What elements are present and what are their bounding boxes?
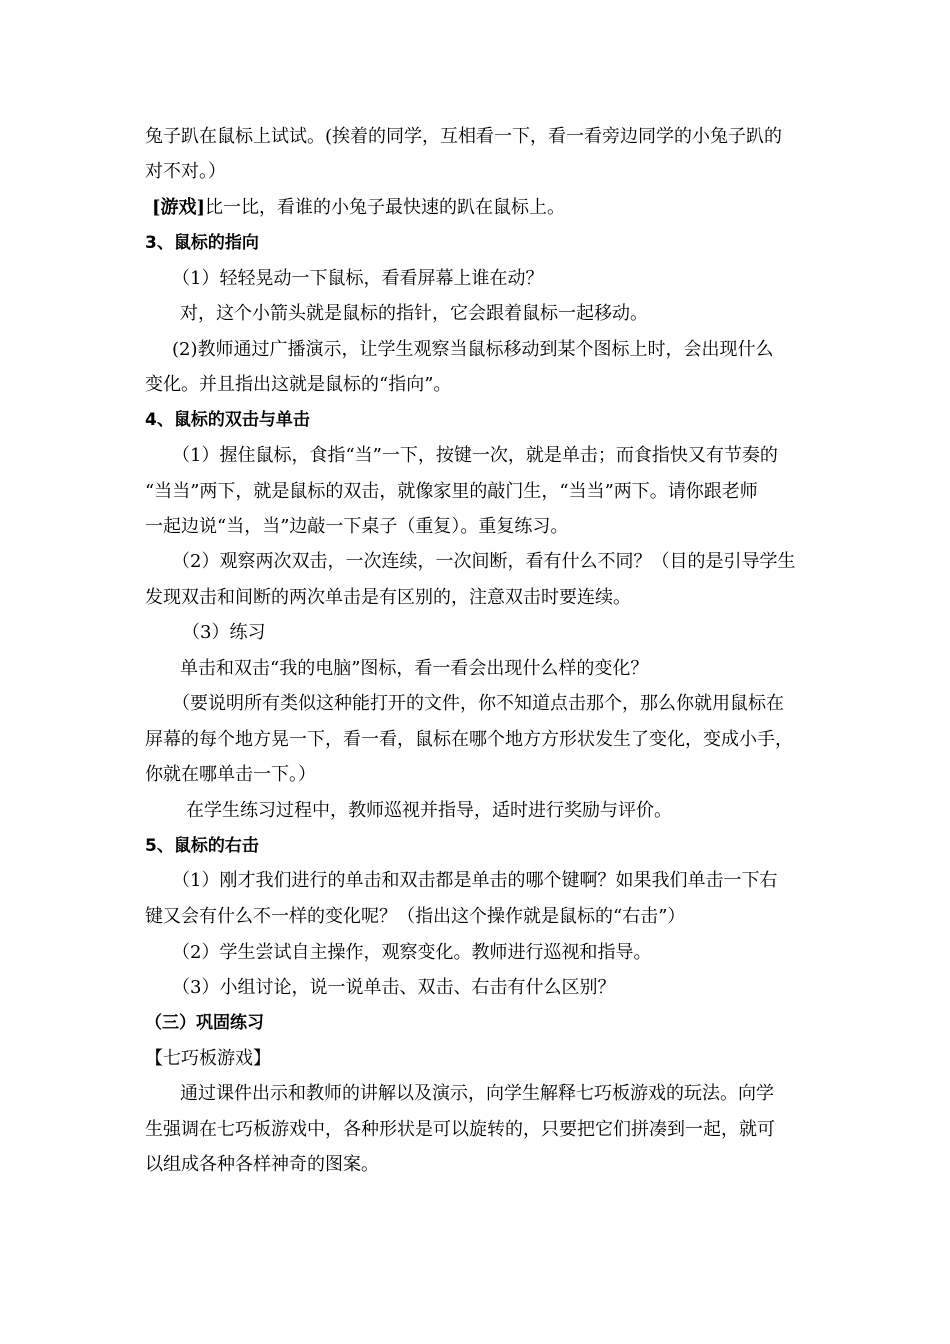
body-line: 一起边说“当，当”边敲一下桌子（重复）。重复练习。 (145, 516, 569, 537)
game-line (152, 196, 565, 220)
body-line: （3）小组讨论，说一说单击、双击、右击有什么区别？ (172, 977, 616, 998)
body-line: 屏幕的每个地方晃一下，看一看，鼠标在哪个地方方形状发生了变化，变成小手， (145, 729, 793, 750)
body-line: （2）观察两次双击，一次连续，一次间断，看有什么不同？（目的是引导学生 (172, 551, 796, 572)
body-line: （1）轻轻晃动一下鼠标，看看屏幕上谁在动？ (172, 268, 544, 289)
body-line: （1）刚才我们进行的单击和双击都是单击的哪个键啊？如果我们单击一下右 (172, 870, 778, 891)
body-line: （2）学生尝试自主操作，观察变化。教师进行巡视和指导。 (172, 942, 652, 963)
game-text: 比一比，看谁的小兔子最快速的趴在鼠标上。 (205, 197, 566, 218)
body-line: 对，这个小箭头就是鼠标的指针，它会跟着鼠标一起移动。 (180, 303, 648, 324)
body-line: （3）练习 (182, 622, 266, 643)
body-line: （1）握住鼠标，食指“当”一下，按键一次，就是单击；而食指快又有节奏的 (172, 445, 778, 466)
body-line: 以组成各种各样神奇的图案。 (145, 1154, 379, 1175)
subsection-heading: 【七巧板游戏】 (145, 1048, 271, 1069)
body-line: 生强调在七巧板游戏中，各种形状是可以旋转的，只要把它们拼凑到一起，就可 (145, 1119, 775, 1140)
body-line: 在学生练习过程中，教师巡视并指导，适时进行奖励与评价。 (186, 800, 672, 821)
section-heading: 4、鼠标的双击与单击 (145, 410, 310, 430)
body-line: 通过课件出示和教师的讲解以及演示，向学生解释七巧板游戏的玩法。向学 (180, 1083, 774, 1104)
body-line: 单击和双击“我的电脑”图标，看一看会出现什么样的变化？ (180, 658, 649, 679)
body-line: 键又会有什么不一样的变化呢？（指出这个操作就是鼠标的“右击”） (145, 906, 686, 927)
body-line: （要说明所有类似这种能打开的文件，你不知道点击那个，那么你就用鼠标在 (172, 693, 784, 714)
body-line: 对不对。） (145, 161, 226, 182)
section-heading: （三）巩固练习 (145, 1013, 264, 1033)
section-heading: 3、鼠标的指向 (145, 233, 259, 253)
body-line: (2)教师通过广播演示，让学生观察当鼠标移动到某个图标上时，会出现什么 (172, 339, 774, 360)
body-line: 发现双击和间断的两次单击是有区别的，注意双击时要连续。 (145, 587, 631, 608)
body-line: 兔子趴在鼠标上试试。(挨着的同学，互相看一下，看一看旁边同学的小兔子趴的 (145, 126, 783, 147)
body-line: 你就在哪单击一下。） (145, 764, 316, 785)
section-heading: 5、鼠标的右击 (145, 836, 259, 856)
body-line: 变化。并且指出这就是鼠标的“指向”。 (145, 374, 452, 395)
game-tag: [游戏] (152, 197, 206, 218)
body-line: “当当”两下，就是鼠标的双击，就像家里的敲门生，“当当”两下。请你跟老师 (145, 481, 758, 502)
